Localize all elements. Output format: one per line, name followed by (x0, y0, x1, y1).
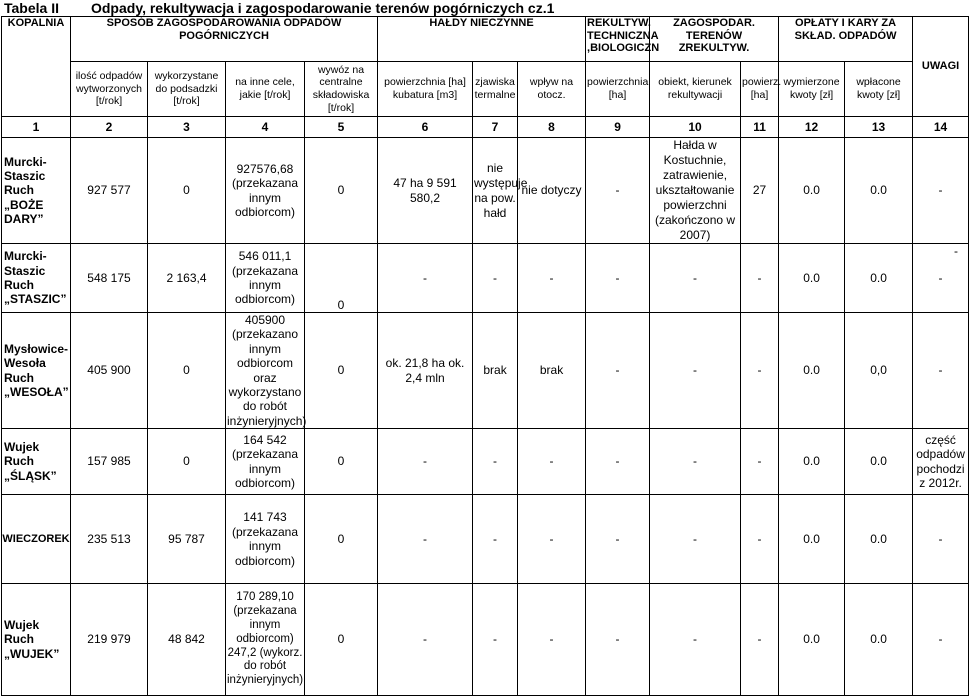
subheader-obiekt: obiekt, kierunek rekultywacji (650, 62, 741, 117)
page-title (4, 0, 554, 16)
cell-backfill: 0 (148, 429, 226, 495)
cell-fees-assessed: 0.0 (779, 495, 845, 584)
cell-fees-assessed: 0.0 (779, 138, 845, 244)
cell-remarks: - (913, 138, 969, 244)
cell-other-uses: 170 289,10 (przekazana innym odbiorcom) 247,2 (wykorz. do robót inżynieryjnych) (226, 584, 305, 696)
cell-developed-area: - (741, 495, 779, 584)
column-number: 11 (741, 117, 779, 138)
cell-waste-produced: 157 985 (71, 429, 148, 495)
cell-impact: - (518, 244, 586, 313)
cell-other-uses: 546 011,1 (przekazana innym odbiorcom) (226, 244, 305, 313)
cell-waste-produced: 927 577 (71, 138, 148, 244)
cell-developed-area: - (741, 244, 779, 313)
subheader-ilosc: ilość odpadów wytworzonych [t/rok] (71, 62, 148, 117)
cell-reclaim-area: - (586, 429, 650, 495)
cell-backfill: 95 787 (148, 495, 226, 584)
subheader-powierzchnia-kubatura: powierzchnia [ha] kubatura [m3] (378, 62, 473, 117)
cell-reclaim-direction: - (650, 495, 741, 584)
cell-reclaim-area: - (586, 244, 650, 313)
subheader-zjawiska: zjawiska termalne (473, 62, 518, 117)
subheader-wplacone: wpłacone kwoty [zł] (845, 62, 913, 117)
subheader-wymierzone: wymierzone kwoty [zł] (779, 62, 845, 117)
column-number: 14 (913, 117, 969, 138)
cell-reclaim-area: - (586, 313, 650, 429)
cell-fees-assessed: 0.0 (779, 429, 845, 495)
column-number: 13 (845, 117, 913, 138)
waste-table (1, 16, 969, 696)
cell-remarks: - (913, 313, 969, 429)
header-oplaty: OPŁATY I KARY ZA SKŁAD. ODPADÓW (779, 17, 913, 62)
cell-area-volume: - (378, 584, 473, 696)
cell-reclaim-area: - (586, 138, 650, 244)
cell-remarks: - (913, 584, 969, 696)
cell-backfill: 0 (148, 138, 226, 244)
cell-other-uses: 141 743 (przekazana innym odbiorcom) (226, 495, 305, 584)
cell-backfill: 48 842 (148, 584, 226, 696)
column-number: 9 (586, 117, 650, 138)
cell-fees-paid: 0.0 (845, 244, 913, 313)
cell-fees-assessed: 0.0 (779, 244, 845, 313)
cell-thermal: - (473, 244, 518, 313)
cell-fees-paid: 0,0 (845, 313, 913, 429)
cell-reclaim-direction: - (650, 313, 741, 429)
header-sposob: SPOSÓB ZAGOSPODAROWANIA ODPADÓW POGÓRNICZYCH (71, 17, 378, 62)
cell-impact: nie dotyczy (518, 138, 586, 244)
cell-thermal: nie występuje na pow. hałd (473, 138, 518, 244)
mine-name: WIECZOREK (2, 495, 71, 584)
cell-reclaim-direction: Hałda w Kostuchnie, zatrawienie, ukształtowanie powierzchni (zakończono w 2007) (650, 138, 741, 244)
cell-waste-produced: 235 513 (71, 495, 148, 584)
mine-name: Murcki-Staszic Ruch „STASZIC” (2, 244, 71, 313)
cell-reclaim-area: - (586, 584, 650, 696)
mine-name: Mysłowice-Wesoła Ruch „WESOŁA” (2, 313, 71, 429)
cell-impact: - (518, 495, 586, 584)
cell-reclaim-area: - (586, 495, 650, 584)
column-number: 7 (473, 117, 518, 138)
column-number: 8 (518, 117, 586, 138)
cell-fees-paid: 0.0 (845, 584, 913, 696)
cell-thermal: brak (473, 313, 518, 429)
cell-central-storage: 0 (305, 429, 378, 495)
subheader-inne-cele: na inne cele, jakie [t/rok] (226, 62, 305, 117)
mine-name: Wujek Ruch „ŚLĄSK” (2, 429, 71, 495)
cell-impact: - (518, 429, 586, 495)
cell-remarks-text: - (938, 270, 943, 285)
cell-remarks: część odpadów pochodzi z 2012r. (913, 429, 969, 495)
column-number: 6 (378, 117, 473, 138)
cell-thermal: - (473, 429, 518, 495)
table-title: Odpady, rekultywacja i zagospodarowanie terenów pogórniczych cz.1 (90, 0, 555, 16)
cell-reclaim-direction: - (650, 244, 741, 313)
table-number: Tabela II (4, 0, 59, 16)
cell-reclaim-direction: - (650, 429, 741, 495)
cell-area-volume: 47 ha 9 591 580,2 (378, 138, 473, 244)
header-haldy: HAŁDY NIECZYNNE (378, 17, 586, 62)
cell-central-storage: 0 (305, 138, 378, 244)
cell-developed-area: 27 (741, 138, 779, 244)
subheader-powierz: powierz. [ha] (741, 62, 779, 117)
cell-developed-area: - (741, 429, 779, 495)
header-rekultyw: REKULTYW. TECHNICZNA ,BIOLOGICZN (586, 17, 650, 62)
cell-area-volume: - (378, 495, 473, 584)
cell-central-storage: 0 (305, 495, 378, 584)
cell-waste-produced: 405 900 (71, 313, 148, 429)
subheader-wplyw: wpływ na otocz. (518, 62, 586, 117)
cell-central-storage: 0 (305, 584, 378, 696)
cell-backfill: 2 163,4 (148, 244, 226, 313)
cell-other-uses: 405900 (przekazano innym odbiorcom oraz wykorzystano do robót inżynieryjnych) (227, 313, 307, 428)
cell-waste-produced: 548 175 (71, 244, 148, 313)
column-number: 4 (226, 117, 305, 138)
header-kopalnia: KOPALNIA (2, 17, 71, 117)
cell-fees-paid: 0.0 (845, 138, 913, 244)
cell-developed-area: - (741, 313, 779, 429)
column-number: 12 (779, 117, 845, 138)
cell-central-storage: 0 (305, 244, 378, 313)
column-number: 1 (2, 117, 71, 138)
subheader-podsadzka: wykorzystane do podsadzki [t/rok] (148, 62, 226, 117)
cell-remarks (913, 244, 969, 313)
cell-fees-paid: 0.0 (845, 495, 913, 584)
header-uwagi: UWAGI (913, 17, 969, 117)
cell-impact: brak (518, 313, 586, 429)
column-number: 3 (148, 117, 226, 138)
header-zagospodar: ZAGOSPODAR. TERENÓW ZREKULTYW. (650, 17, 779, 62)
cell-area-volume: ok. 21,8 ha ok. 2,4 mln (378, 313, 473, 429)
subheader-powierzchnia: powierzchnia [ha] (586, 62, 650, 117)
stray-dash: - (954, 244, 958, 258)
cell-impact: - (518, 584, 586, 696)
cell-reclaim-direction: - (650, 584, 741, 696)
cell-fees-assessed: 0.0 (779, 584, 845, 696)
cell-other-uses: 164 542 (przekazana innym odbiorcom) (226, 429, 305, 495)
cell-other-uses: 927576,68 (przekazana innym odbiorcom) (226, 138, 305, 244)
cell-waste-produced: 219 979 (71, 584, 148, 696)
cell-thermal: - (473, 495, 518, 584)
mine-name: Wujek Ruch „WUJEK” (2, 584, 71, 696)
cell-fees-assessed: 0.0 (779, 313, 845, 429)
column-number: 2 (71, 117, 148, 138)
cell-fees-paid: 0.0 (845, 429, 913, 495)
mine-name: Murcki-Staszic Ruch „BOŻE DARY” (2, 138, 71, 244)
cell-remarks: - (913, 495, 969, 584)
cell-central-storage: 0 (305, 313, 378, 429)
column-number: 10 (650, 117, 741, 138)
column-number: 5 (305, 117, 378, 138)
subheader-wywoz: wywóz na centralne składowiska [t/rok] (305, 62, 378, 117)
cell-thermal: - (473, 584, 518, 696)
cell-backfill: 0 (148, 313, 226, 429)
cell-area-volume: - (378, 244, 473, 313)
cell-area-volume: - (378, 429, 473, 495)
cell-developed-area: - (741, 584, 779, 696)
